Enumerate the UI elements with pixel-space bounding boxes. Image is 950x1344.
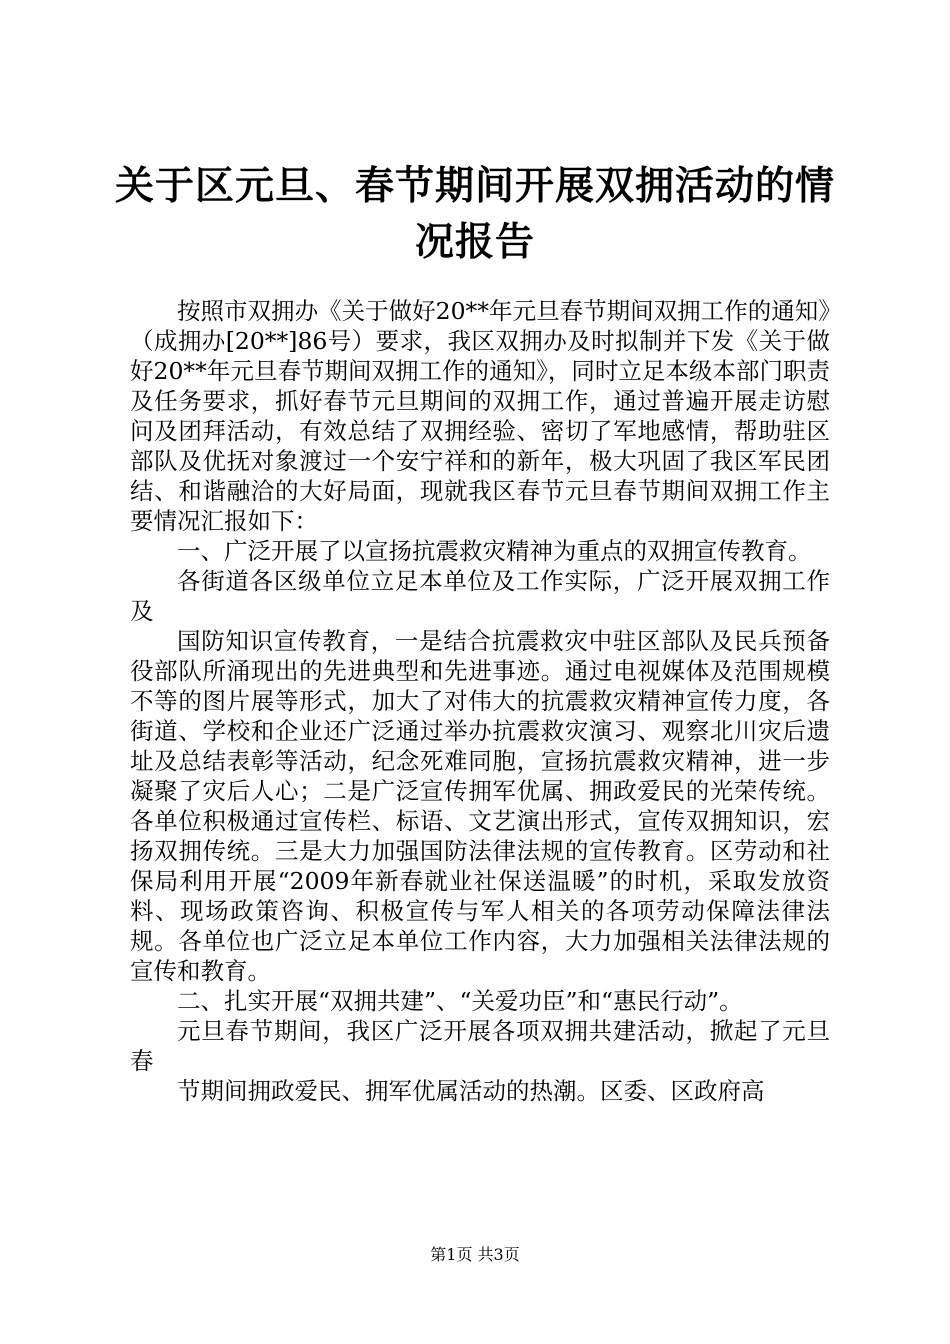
paragraph-intro: 按照市双拥办《关于做好20**年元旦春节期间双拥工作的通知》（成拥办[20**]86号）要求，我区双拥办及时拟制并下发《关于做好20**年元旦春节期间双拥工作的通知》，同时立足本级本部门职责及任务要求，抓好春节元旦期间的双拥工作，通过普遍开展走访慰问及团拜活动，有效总结了双拥经验、密切了军地感情，帮助驻区部队及优抚对象渡过一个安宁祥和的新年，极大巩固了我区军民团结、和谐融洽的大好局面，现就我区春节元旦春节期间双拥工作主要情况汇报如下： bbox=[130, 297, 830, 535]
section-heading-1: 一、广泛开展了以宣扬抗震救灾精神为重点的双拥宣传教育。 bbox=[177, 537, 812, 565]
paragraph-section2-body: 节期间拥政爱民、拥军优属活动的热潮。区委、区政府高 bbox=[177, 1077, 765, 1105]
document-body bbox=[130, 296, 830, 1106]
section-heading-2: 二、扎实开展“双拥共建”、“关爱功臣”和“惠民行动”。 bbox=[177, 987, 743, 1015]
page-number-footer: 第1页 共3页 bbox=[430, 1245, 520, 1264]
paragraph-section1-lead: 各街道各区级单位立足本单位及工作实际，广泛开展双拥工作及 bbox=[130, 567, 830, 625]
paragraph-section1-body: 国防知识宣传教育，一是结合抗震救灾中驻区部队及民兵预备役部队所涌现出的先进典型和先进事迹。通过电视媒体及范围规模不等的图片展等形式，加大了对伟大的抗震救灾精神宣传力度，各街道、学校和企业还广泛通过举办抗震救灾演习、观察北川灾后遗址及总结表彰等活动，纪念死难同胞，宣扬抗震救灾精神，进一步凝聚了灾后人心；二是广泛宣传拥军优属、拥政爱民的光荣传统。各单位积极通过宣传栏、标语、文艺演出形式，宣传双拥知识，宏扬双拥传统。三是大力加强国防法律法规的宣传教育。区劳动和社保局利用开展“2009年新春就业社保送温暖”的时机，采取发放资料、现场政策咨询、积极宣传与军人相关的各项劳动保障法律法规。各单位也广泛立足本单位工作内容，大力加强相关法律法规的宣传和教育。 bbox=[130, 627, 830, 985]
paragraph-section2-lead: 元旦春节期间，我区广泛开展各项双拥共建活动，掀起了元旦春 bbox=[130, 1017, 830, 1075]
document-title: 关于区元旦、春节期间开展双拥活动的情况报告 bbox=[114, 163, 835, 265]
